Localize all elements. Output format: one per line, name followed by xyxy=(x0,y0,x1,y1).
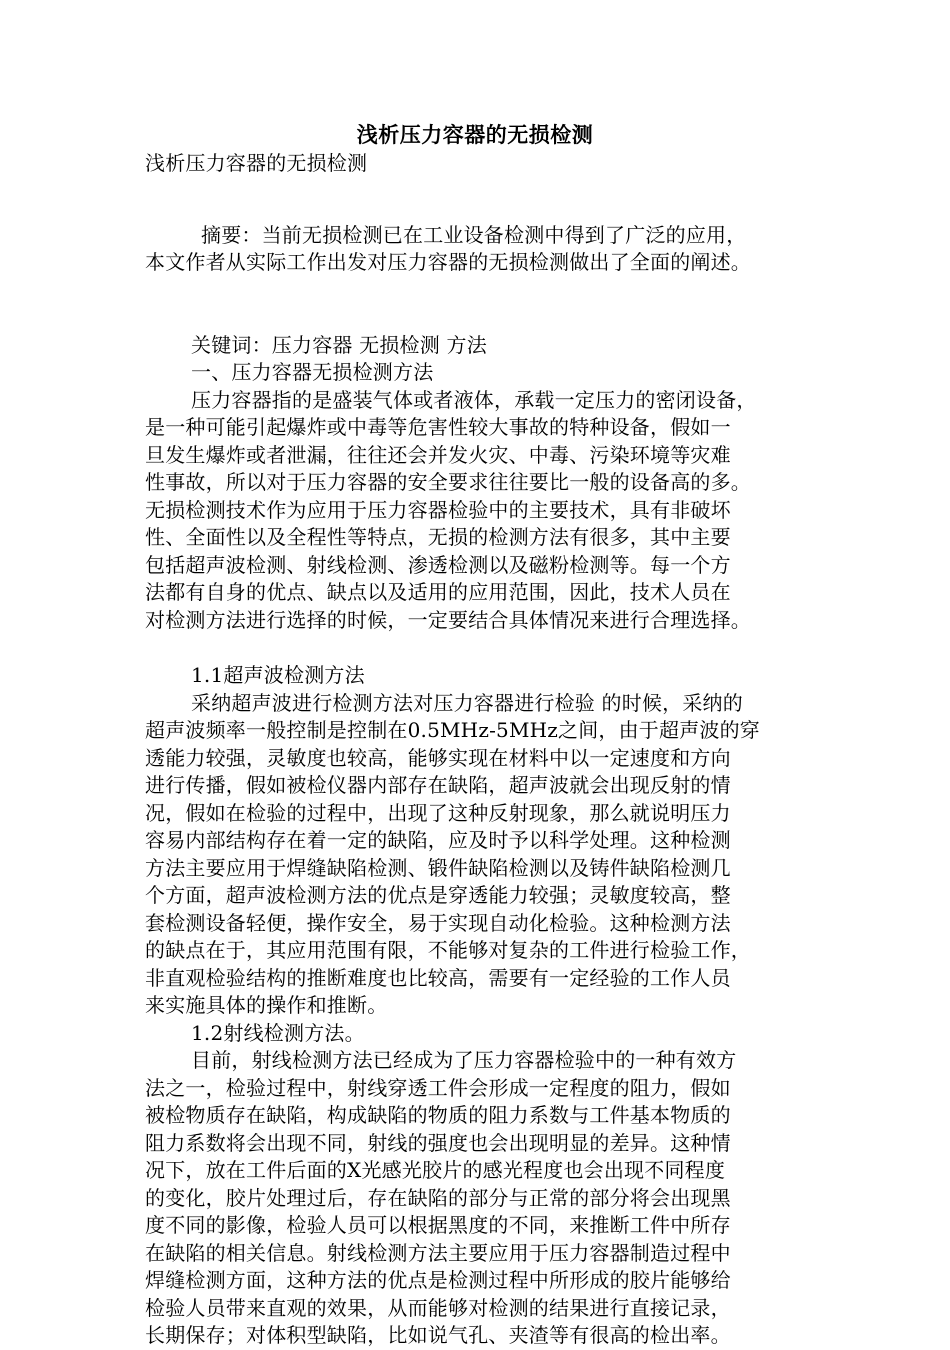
paragraph-line: 性、全面性以及全程性等特点，无损的检测方法有很多，其中主要 xyxy=(145,525,731,549)
paragraph-line: 检验人员带来直观的效果，从而能够对检测的结果进行直接记录， xyxy=(145,1295,731,1320)
paragraph-line: 采纳超声波进行检测方法对压力容器进行检验 的时候，采纳的 xyxy=(191,690,743,715)
paragraph-line: 性事故，所以对于压力容器的安全要求往往要比一般的设备高的多。 xyxy=(145,470,751,494)
document-page xyxy=(145,120,805,1350)
document-title: 浅析压力容器的无损检测 xyxy=(356,122,594,147)
abstract-line: 摘要：当前无损检测已在工业设备检测中得到了广泛的应用， xyxy=(201,222,747,247)
paragraph-line: 来实施具体的操作和推断。 xyxy=(145,993,388,1017)
paragraph-line: 无损检测技术作为应用于压力容器检验中的主要技术，具有非破坏 xyxy=(145,497,731,522)
paragraph-line: 在缺陷的相关信息。射线检测方法主要应用于压力容器制造过程中 xyxy=(145,1240,731,1265)
paragraph-line: 超声波频率一般控制是控制在0.5MHz-5MHz之间，由于超声波的穿 xyxy=(145,718,761,742)
paragraph-line: 个方面，超声波检测方法的优点是穿透能力较强；灵敏度较高，整 xyxy=(145,883,731,907)
subsection-heading: 1.1超声波检测方法 xyxy=(191,663,365,687)
keywords: 关键词：压力容器 无损检测 方法 xyxy=(191,332,487,357)
section1-paragraph xyxy=(145,387,805,635)
paragraph-line: 压力容器指的是盛装气体或者液体，承载一定压力的密闭设备， xyxy=(191,387,757,412)
paragraph-line: 透能力较强，灵敏度也较高，能够实现在材料中以一定速度和方向 xyxy=(145,745,731,770)
paragraph-line: 是一种可能引起爆炸或中毒等危害性较大事故的特种设备，假如一 xyxy=(145,415,731,439)
paragraph-line: 法都有自身的优点、缺点以及适用的应用范围，因此，技术人员在 xyxy=(145,580,731,604)
subsection1-paragraph xyxy=(145,690,805,1020)
section-heading: 一、压力容器无损检测方法 xyxy=(191,360,434,384)
paragraph-line: 目前，射线检测方法已经成为了压力容器检验中的一种有效方 xyxy=(191,1048,737,1072)
paragraph-line: 对检测方法进行选择的时候，一定要结合具体情况来进行合理选择。 xyxy=(145,607,751,632)
paragraph-line: 焊缝检测方面，这种方法的优点是检测过程中所形成的胶片能够给 xyxy=(145,1268,731,1292)
paragraph-line: 的变化，胶片处理过后，存在缺陷的部分与正常的部分将会出现黑 xyxy=(145,1185,731,1210)
spacer xyxy=(145,634,805,662)
paragraph-line: 旦发生爆炸或者泄漏，往往还会并发火灾、中毒、污染环境等灾难 xyxy=(145,442,731,467)
subsection2-paragraph xyxy=(145,1047,805,1350)
paragraph-line: 阻力系数将会出现不同，射线的强度也会出现明显的差异。这种情 xyxy=(145,1130,731,1155)
paragraph-line: 进行传播，假如被检仪器内部存在缺陷，超声波就会出现反射的情 xyxy=(145,773,731,797)
paragraph-line: 况下，放在工件后面的X光感光胶片的感光程度也会出现不同程度 xyxy=(145,1158,726,1182)
subsection-heading: 1.2射线检测方法。 xyxy=(191,1020,365,1045)
paragraph-line: 况，假如在检验的过程中，出现了这种反射现象，那么就说明压力 xyxy=(145,800,731,825)
spacer xyxy=(145,178,805,222)
paragraph-line: 容易内部结构存在着一定的缺陷，应及时予以科学处理。这种检测 xyxy=(145,828,731,852)
spacer xyxy=(145,277,805,332)
paragraph-line: 包括超声波检测、射线检测、渗透检测以及磁粉检测等。每一个方 xyxy=(145,552,731,577)
paragraph-line: 度不同的影像，检验人员可以根据黑度的不同，来推断工件中所存 xyxy=(145,1213,731,1237)
paragraph-line: 长期保存；对体积型缺陷，比如说气孔、夹渣等有很高的检出率。 xyxy=(145,1323,731,1347)
paragraph-line: 非直观检验结构的推断难度也比较高，需要有一定经验的工作人员 xyxy=(145,965,731,990)
paragraph-line: 法之一，检验过程中，射线穿透工件会形成一定程度的阻力，假如 xyxy=(145,1075,731,1100)
document-subtitle: 浅析压力容器的无损检测 xyxy=(145,151,368,175)
paragraph-line: 被检物质存在缺陷，构成缺陷的物质的阻力系数与工件基本物质的 xyxy=(145,1103,731,1127)
abstract-line: 本文作者从实际工作出发对压力容器的无损检测做出了全面的阐述。 xyxy=(145,250,751,274)
paragraph-line: 方法主要应用于焊缝缺陷检测、锻件缺陷检测以及铸件缺陷检测几 xyxy=(145,855,731,880)
paragraph-line: 的缺点在于，其应用范围有限，不能够对复杂的工件进行检验工作， xyxy=(145,938,751,962)
abstract xyxy=(145,222,805,277)
paragraph-line: 套检测设备轻便，操作安全，易于实现自动化检验。这种检测方法 xyxy=(145,910,731,935)
